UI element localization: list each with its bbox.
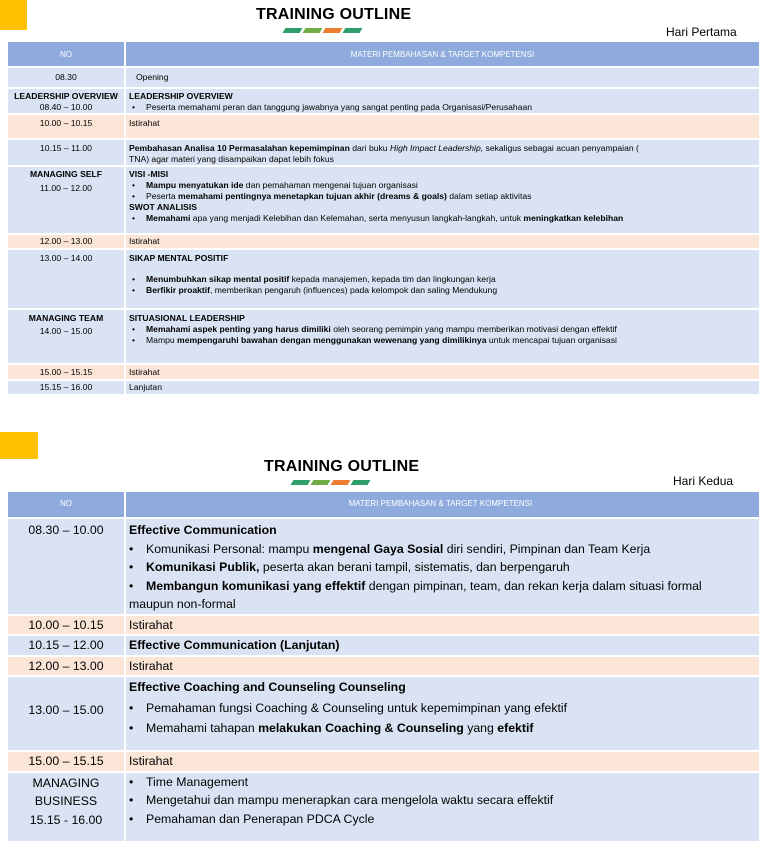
table-row [8,68,759,89]
time-cell: 12.00 – 13.00 [28,658,104,673]
bullet-item: • Mampu menyatukan ide dan pemahaman mengenai tujuan organisasi [129,180,759,191]
table-row [8,616,759,637]
time-cell: 11.00 – 12.00 [40,183,92,193]
table-header [8,42,759,68]
topic-text-continued: TNA) agar materi yang disampaikan dapat lebih fokus [129,154,334,164]
bullet-item-continued: maupun non-formal [129,597,236,611]
topic-heading: Effective Communication [129,523,277,537]
schedule-table-day1 [8,42,759,396]
accent-square-top [0,0,27,30]
topic-heading: SIKAP MENTAL POSITIF [129,253,229,263]
bullet-item: • Pemahaman fungsi Coaching & Counseling untuk kepemimpinan yang efektif [129,699,755,718]
break-text: Istirahat [129,367,160,377]
bullet-item: • Time Management [129,773,755,792]
topic-text: Pembahasan Analisa 10 Permasalahan kepemimpinan dari buku High Impact Leadership, sekaligus sebagai acuan penyampaian ( [129,143,639,153]
bullet-item: • Memahami tahapan melakukan Coaching & Counseling yang efektif [129,719,755,738]
bullet-item: • Mengetahui dan mampu menerapkan cara mengelola waktu secara effektif [129,791,755,810]
topic-heading: SWOT ANALISIS [129,202,197,212]
column-header-no: NO [8,42,126,68]
table-row [8,677,759,752]
time-cell: 13.00 – 14.00 [39,253,93,263]
column-header-no: NO [8,492,126,519]
break-text: Istirahat [129,754,173,768]
table-row [8,250,759,310]
column-header-materi: MATERI PEMBAHASAN & TARGET KOMPETENSI [126,492,759,519]
time-cell: 15.15 – 16.00 [39,382,93,392]
table-row [8,381,759,396]
table-header [8,492,759,519]
time-cell: 14.00 – 15.00 [39,326,93,336]
table-row [8,773,759,843]
time-cell: 10.00 – 10.15 [39,118,93,128]
time-cell: 08.30 – 10.00 [28,523,104,537]
section-label: MANAGING TEAM [28,313,104,323]
table-row [8,89,759,115]
section-label: MANAGING [32,775,100,790]
table-row [8,140,759,167]
time-cell: 10.15 – 12.00 [28,638,104,652]
column-header-materi: MATERI PEMBAHASAN & TARGET KOMPETENSI [126,42,759,68]
table-row [8,310,759,365]
break-text: Istirahat [129,617,173,632]
bullet-item: • Berfikir proaktif, memberikan pengaruh (influences) pada kelompok dan saling Mendukung [129,285,759,296]
break-text: Istirahat [129,236,160,246]
bullet-item: • Komunikasi Personal: mampu mengenal Gaya Sosial diri sendiri, Pimpinan dan Team Kerja [129,540,755,559]
table-row [8,519,759,616]
time-cell: 15.00 – 15.15 [39,367,93,377]
table-row [8,657,759,678]
topic-heading: SITUASIONAL LEADERSHIP [129,313,245,323]
time-cell: 12.00 – 13.00 [39,236,93,246]
topic-text: Lanjutan [129,382,162,392]
table-row [8,167,759,235]
title-underline-decoration [284,28,361,33]
break-text: Istirahat [129,658,173,673]
time-cell: 08.40 – 10.00 [39,102,93,112]
bullet-item: • Pemahaman dan Penerapan PDCA Cycle [129,810,755,829]
time-cell: 10.00 – 10.15 [28,617,104,632]
bullet-item: • Peserta memahami peran dan tanggung jawabnya yang sangat penting pada Organisasi/Perusahaan [129,102,759,113]
page-title-day2: TRAINING OUTLINE [264,458,420,475]
accent-square-middle [0,432,38,459]
section-label: BUSINESS [34,794,98,808]
break-text: Istirahat [129,118,160,128]
table-row [8,115,759,140]
page-title-day1: TRAINING OUTLINE [256,6,412,23]
bullet-item: • Memahami aspek penting yang harus dimiliki oleh seorang pemimpin yang mampu memberikan motivasi dengan effektif [129,324,759,335]
bullet-item: • Mampu mempengaruhi bawahan dengan menggunakan wewenang yang dimilikinya untuk mencapai tujuan organisasi [129,335,759,346]
time-cell: 13.00 – 15.00 [28,703,104,718]
section-label: MANAGING SELF [29,169,103,179]
section-label: LEADERSHIP OVERVIEW [14,91,118,101]
table-row [8,752,759,773]
day-label-day2: Hari Kedua [673,474,734,488]
topic-heading: LEADERSHIP OVERVIEW [129,91,233,101]
bullet-item: • Menumbuhkan sikap mental positif kepada manajemen, kepada tim dan lingkungan kerja [129,274,759,285]
bullet-item: • Memahami apa yang menjadi Kelebihan dan Kelemahan, serta menyusun langkah-langkah, untuk meningkatkan kelebihan [129,213,759,224]
title-underline-decoration [292,480,369,485]
table-row [8,235,759,250]
time-cell: 08.30 [55,72,77,82]
table-row [8,636,759,657]
bullet-item: • Membangun komunikasi yang effektif dengan pimpinan, team, dan rekan kerja dalam situasi formal [129,577,755,596]
bullet-item: • Peserta memahami pentingnya menetapkan tujuan akhir (dreams & goals) dalam setiap aktivitas [129,191,759,202]
topic-heading: Effective Coaching and Counseling Counseling [129,680,406,694]
bullet-item: • Komunikasi Publik, peserta akan berani tampil, sistematis, dan berpengaruh [129,558,755,577]
time-cell: 15.15 - 16.00 [29,812,103,827]
time-cell: 15.00 – 15.15 [28,754,104,768]
table-row [8,365,759,381]
schedule-table-day2 [8,492,759,843]
topic-heading: VISI -MISI [129,169,169,179]
topic-heading: Effective Communication (Lanjutan) [129,638,340,652]
topic-text: Opening [136,72,169,82]
time-cell: 10.15 – 11.00 [40,143,92,153]
day-label-day1: Hari Pertama [666,25,737,39]
